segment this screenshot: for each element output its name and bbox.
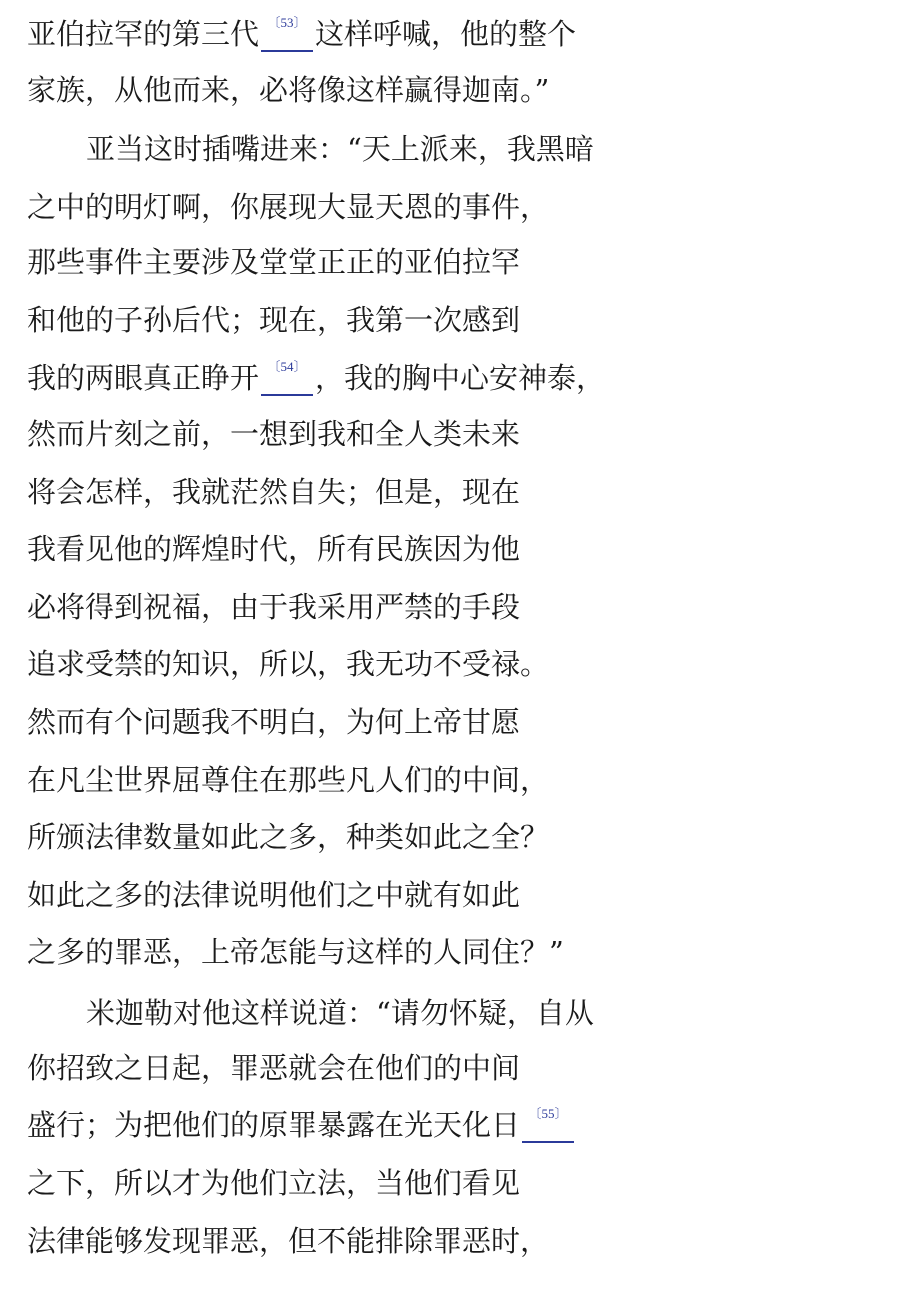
paragraph-start-line [86,991,594,1035]
line-text: ，我的胸中心安神泰， [315,361,606,395]
paragraph-start-line [86,127,594,171]
text-line [27,1219,549,1263]
line-text: 将会怎样，我就茫然自失；但是，现在 [27,475,521,509]
text-line [27,1161,520,1205]
text-line [27,527,520,571]
text-line [27,240,520,284]
line-text: 之多的罪恶，上帝怎能与这样的人同住？” [27,935,564,969]
text-line [27,185,549,229]
footnote-link[interactable]: 〔53〕 [261,12,313,52]
text-line [27,873,520,917]
line-text: 所颁法律数量如此之多，种类如此之全？ [27,820,550,854]
line-text: 米迦勒对他这样说道：“请勿怀疑，自从 [86,996,594,1030]
line-text: 如此之多的法律说明他们之中就有如此 [27,878,521,912]
line-text: 亚伯拉罕的第三代 [27,17,260,51]
line-text: 我看见他的辉煌时代，所有民族因为他 [27,532,521,566]
text-line [27,815,549,859]
text-line [27,930,564,974]
line-text: 你招致之日起，罪恶就会在他们的中间 [27,1051,521,1085]
line-text: 和他的子孙后代；现在，我第一次感到 [27,303,521,337]
text-line [27,585,520,629]
text-line [27,298,520,342]
footnote-link[interactable]: 〔55〕 [522,1103,574,1143]
line-text: 我的两眼真正睁开 [27,361,260,395]
line-text: 盛行；为把他们的原罪暴露在光天化日 [27,1108,521,1142]
line-text: 亚当这时插嘴进来：“天上派来，我黑暗 [86,132,594,166]
line-text: 之中的明灯啊，你展现大显天恩的事件， [27,190,550,224]
text-line [27,412,520,456]
line-text: 那些事件主要涉及堂堂正正的亚伯拉罕 [27,245,521,279]
text-line [27,700,520,744]
line-text: 在凡尘世界屈尊住在那些凡人们的中间， [27,763,550,797]
line-text: 之下，所以才为他们立法，当他们看见 [27,1166,521,1200]
line-text: 法律能够发现罪恶，但不能排除罪恶时， [27,1224,550,1258]
text-line [27,470,520,514]
line-text: 必将得到祝福，由于我采用严禁的手段 [27,590,521,624]
line-text: 这样呼喊，他的整个 [315,17,577,51]
text-line [27,1046,520,1090]
line-text: 然而有个问题我不明白，为何上帝甘愿 [27,705,521,739]
text-line [27,356,605,400]
text-line [27,12,576,56]
line-text: 追求受禁的知识，所以，我无功不受禄。 [27,647,550,681]
footnote-link[interactable]: 〔54〕 [261,356,313,396]
text-line [27,758,549,802]
line-text: 然而片刻之前，一想到我和全人类未来 [27,417,521,451]
text-line [27,1103,576,1147]
text-line [27,68,549,112]
text-line [27,642,549,686]
line-text: 家族，从他而来，必将像这样赢得迦南。” [27,73,550,107]
